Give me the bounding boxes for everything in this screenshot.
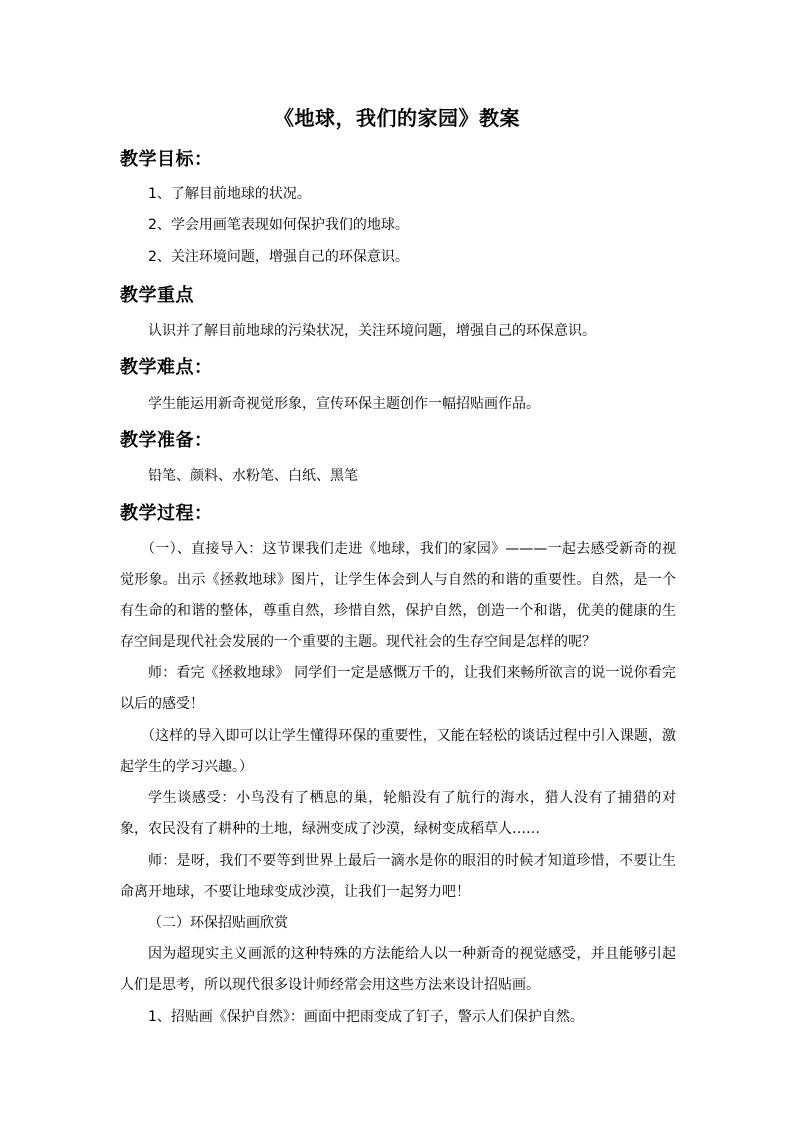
key-points-heading: 教学重点 (120, 285, 194, 306)
process-subheading-2: （二）环保招贴画欣赏 (148, 915, 288, 931)
objective-item-1: 1、了解目前地球的状况。 (148, 186, 311, 202)
process-paragraph-poster-1: 1、招贴画《保护自然》：画面中把雨变成了钉子，警示人们保护自然。 (148, 1009, 584, 1025)
process-paragraph-students: 学生谈感受：小鸟没有了栖息的巢，轮船没有了航行的海水，猎人没有了捕猎的对象，农民没有了耕种的土地，绿洲变成了沙漠，绿树变成稻草人…… (120, 790, 676, 837)
preparation-text: 铅笔、颜料、水粉笔、白纸、黑笔 (148, 468, 358, 484)
process-paragraph-teacher-2: 师：是呀，我们不要等到世界上最后一滴水是你的眼泪的时候才知道珍惜，不要让生命离开地球，不要让地球变成沙漠，让我们一起努力吧！ (120, 853, 676, 900)
process-paragraph-surrealism: 因为超现实主义画派的这种特殊的方法能给人以一种新奇的视觉感受，并且能够引起人们是思考，所以现代很多设计师经常会用这些方法来设计招贴画。 (120, 946, 676, 993)
preparation-heading: 教学准备： (120, 430, 213, 451)
objective-item-2: 2、学会用画笔表现如何保护我们的地球。 (148, 217, 409, 233)
objective-item-3: 2、关注环境问题，增强自己的环保意识。 (148, 249, 409, 265)
document-title: 《地球，我们的家园》教案 (274, 106, 520, 130)
difficulties-heading: 教学难点： (120, 357, 213, 378)
process-paragraph-teacher-1: 师：看完《拯救地球》 同学们一定是感慨万千的，让我们来畅所欲言的说一说你看完以后的感受！ (120, 665, 676, 712)
process-paragraph-note: （这样的导入即可以让学生懂得环保的重要性，又能在轻松的谈话过程中引入课题，激起学生的学习兴趣。） (120, 728, 676, 775)
objectives-heading: 教学目标： (120, 149, 213, 170)
process-paragraph-intro: （一）、直接导入：这节课我们走进《地球，我们的家园》———一起去感受新奇的视觉形象。出示《拯救地球》图片，让学生体会到人与自然的和谐的重要性。自然，是一个有生命的和谐的整体，尊重自然，珍惜自然，保护自然，创造一个和谐，优美的健康的生存空间是现代社会发展的一个重要的主题。现代社会的生存空间是怎样的呢？ (120, 541, 676, 650)
process-heading: 教学过程： (120, 503, 213, 524)
key-points-text: 认识并了解目前地球的污染状况，关注环境问题，增强自己的环保意识。 (148, 323, 596, 339)
difficulties-text: 学生能运用新奇视觉形象，宣传环保主题创作一幅招贴画作品。 (148, 396, 540, 412)
